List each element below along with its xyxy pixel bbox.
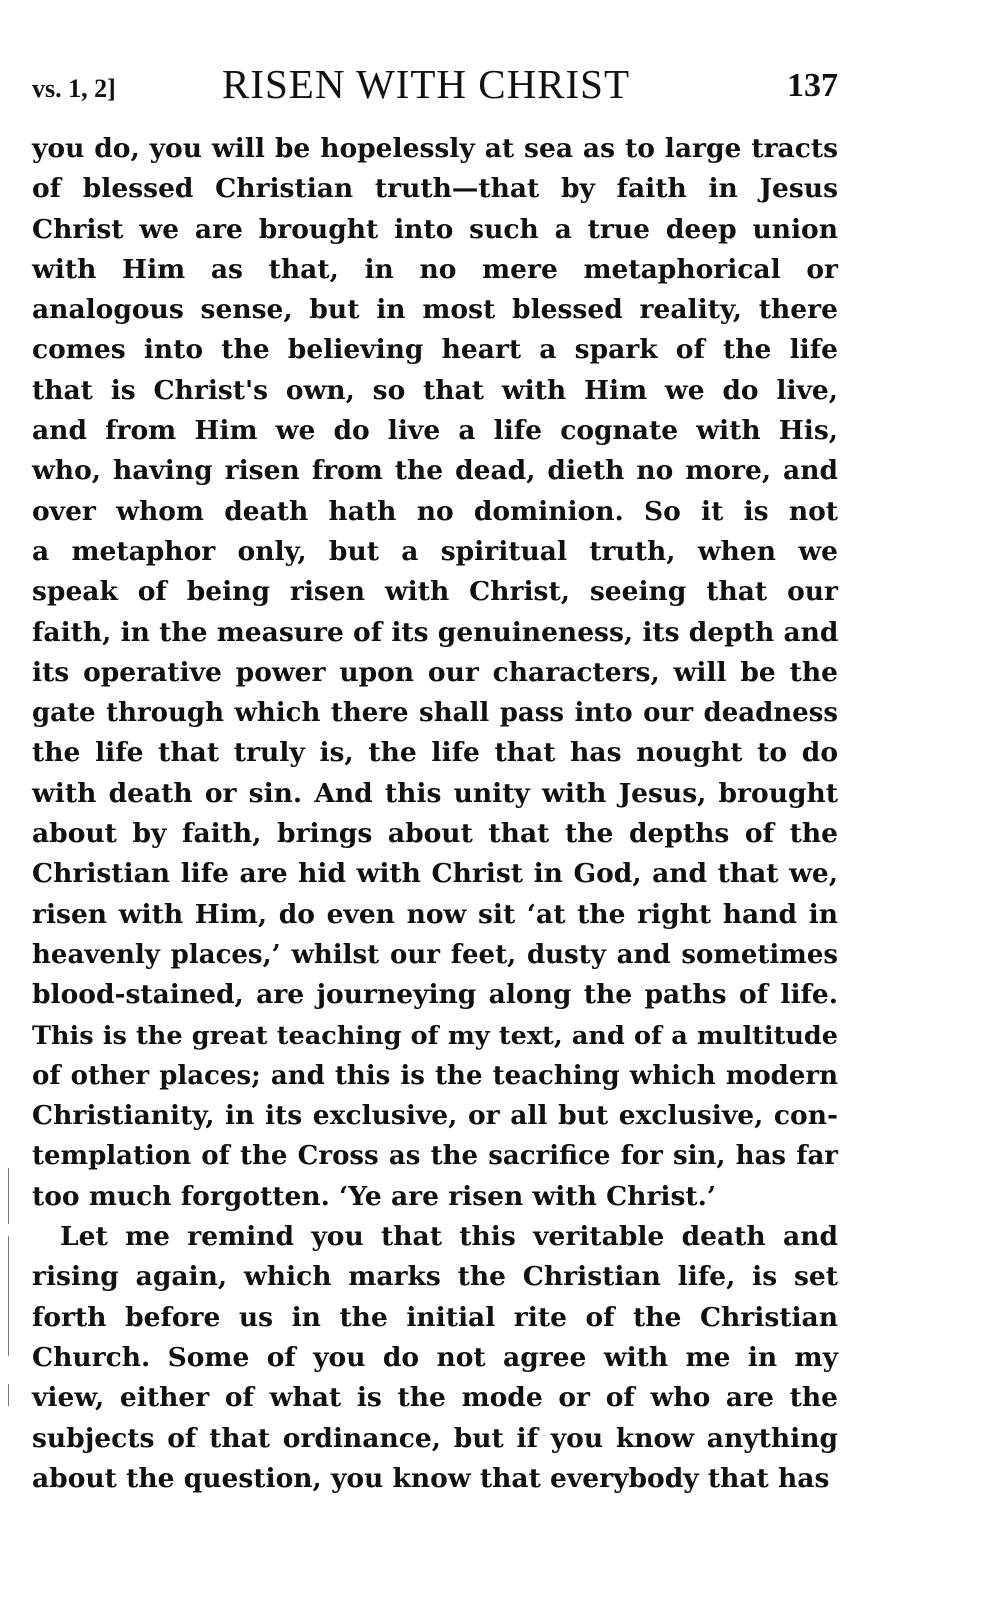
text-line: analogous sense, but in most blessed reality, there [32,294,838,326]
text-line: Let me remind you that this veritable death and [60,1221,838,1253]
text-line: Christian life are hid with Christ in God, and that we, [32,858,838,890]
text-line: with Him as that, in no mere metaphorical or [32,253,838,285]
text-line: the life that truly is, the life that has nought to do [32,737,838,769]
text-line: Church. Some of you do not agree with me in my [32,1341,838,1373]
text-line: its operative power upon our characters, will be the [32,656,838,688]
text-line: subjects of that ordinance, but if you know anything [32,1422,838,1454]
running-title: RISEN WITH CHRIST [222,61,631,107]
text-line: with death or sin. And this unity with Jesus, brought [32,777,838,809]
text-line: gate through which there shall pass into our deadness [32,698,838,729]
text-line: who, having risen from the dead, dieth no more, and [32,455,838,487]
text-line: of blessed Christian truth—that by faith in Jesus [32,173,838,205]
running-header [32,60,838,110]
text-line: of other places; and this is the teaching which modern [32,1060,838,1091]
text-line: comes into the believing heart a spark of the life [32,334,838,366]
text-line: about by faith, brings about that the depths of the [32,818,838,850]
text-line: about the question, you know that everybody that has [32,1462,830,1494]
text-line: Christ we are brought into such a true deep union [32,213,838,245]
text-line: speak of being risen with Christ, seeing that our [32,576,838,608]
margin-scan-mark [8,1236,9,1356]
paragraph-1 [32,129,838,1217]
text-line: and from Him we do live a life cognate with His, [32,415,838,447]
body-text [32,129,838,1499]
verse-reference: vs. 1, 2] [32,74,116,103]
text-line: faith, in the measure of its genuineness, its depth and [32,616,839,648]
text-line: that is Christ's own, so that with Him we do live, [32,374,838,406]
margin-scan-mark [8,1168,9,1224]
margin-scan-mark [8,1384,9,1406]
text-line: risen with Him, do even now sit ‘at the right hand in [32,898,838,930]
text-line: Christianity, in its exclusive, or all but exclusive, con- [32,1100,838,1132]
text-line: over whom death hath no dominion. So it is not [32,495,838,527]
page-number: 137 [787,67,838,104]
text-line: view, either of what is the mode or of who are the [32,1382,838,1414]
text-line: This is the great teaching of my text, and of a multitude [32,1020,838,1051]
text-line: a metaphor only, but a spiritual truth, when we [32,535,838,567]
text-line: blood-stained, are journeying along the paths of life. [32,979,838,1011]
text-line: you do, you will be hopelessly at sea as to large tracts [32,133,838,164]
text-line: too much forgotten. ‘Ye are risen with Christ.’ [32,1180,717,1212]
text-line: templation of the Cross as the sacrifice for sin, has far [32,1141,838,1172]
paragraph-2 [32,1217,838,1499]
text-line: rising again, which marks the Christian life, is set [32,1261,838,1293]
text-line: forth before us in the initial rite of the Christian [32,1301,838,1333]
text-line: heavenly places,’ whilst our feet, dusty and sometimes [32,939,838,970]
